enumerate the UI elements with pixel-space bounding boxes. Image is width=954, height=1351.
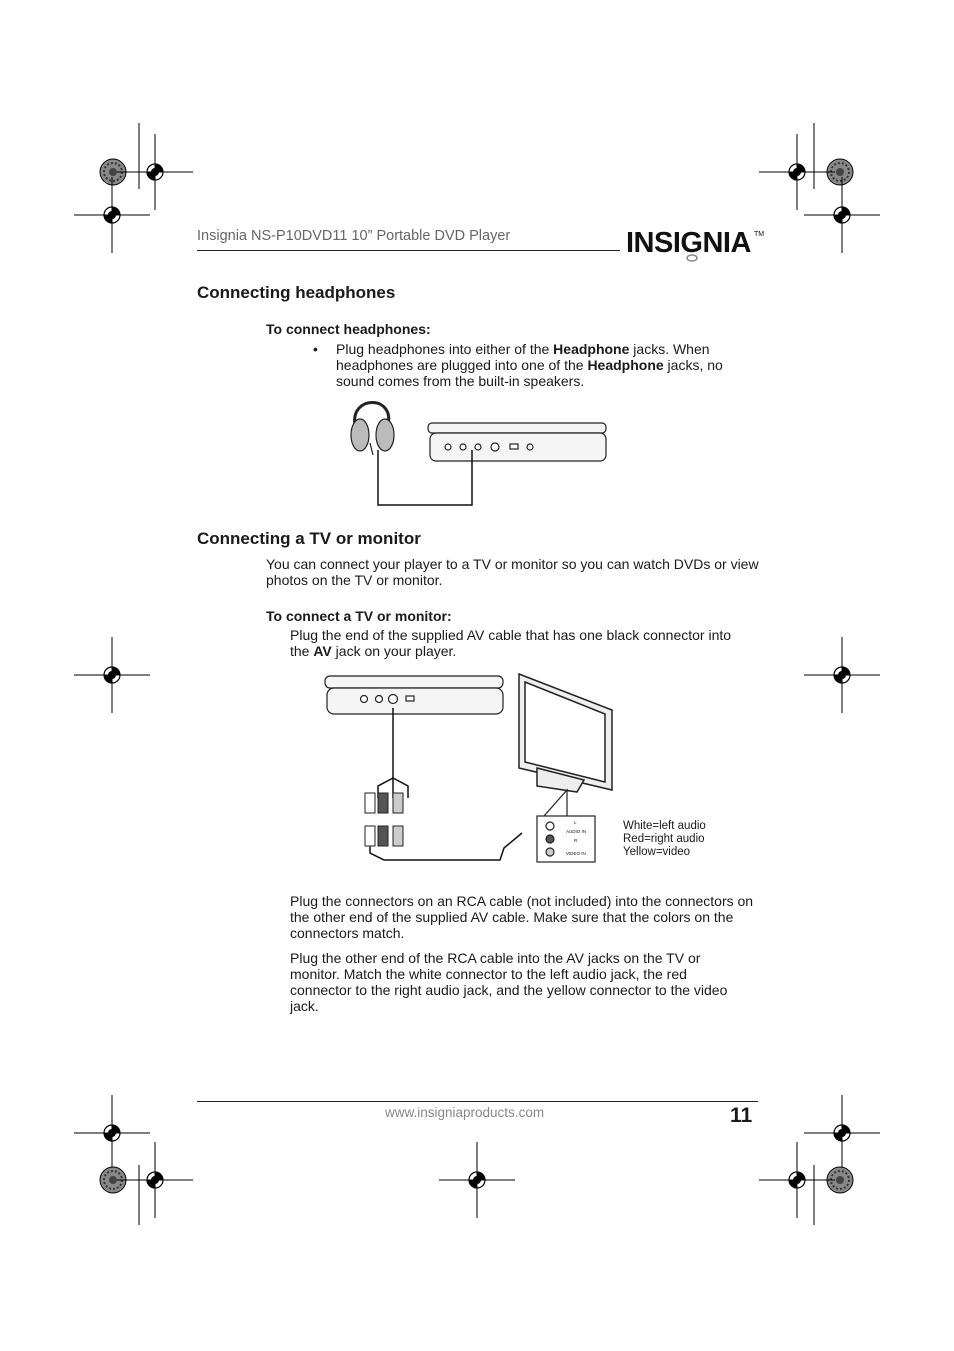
legend-white: White=left audio: [623, 820, 706, 832]
insignia-logo: [626, 222, 765, 262]
legend-red: Red=right audio: [623, 833, 705, 845]
header-rule: [197, 250, 620, 251]
dvd-player-side: [325, 676, 503, 714]
tv-step-3: Plug the other end of the RCA cable into the AV jacks on the TV or monitor. Match the white connector to the left audio jack, the red connector to the right audio jack, and the yellow connector to the video jack.: [290, 950, 728, 1014]
tv-intro: You can connect your player to a TV or monitor so you can watch DVDs or view photos on the TV or monitor.: [266, 556, 759, 588]
footer-rule: [197, 1101, 758, 1102]
page-number: 11: [730, 1104, 753, 1127]
procedure-title-tv: To connect a TV or monitor:: [266, 608, 452, 624]
dvd-player-side: [428, 423, 606, 461]
headphones-step: Plug headphones into either of the Headphone jacks. When headphones are plugged into one of the Headphone jacks, no sound comes from the built-in speakers.: [336, 341, 723, 389]
tv-connection-illustration: [322, 668, 622, 873]
headphones-illustration: [351, 403, 394, 456]
bullet: •: [313, 341, 318, 357]
tv-av-panel: [537, 790, 595, 862]
section-title-headphones: Connecting headphones: [197, 283, 396, 302]
tv-step-1: Plug the end of the supplied AV cable that has one black connector into the AV jack on your player.: [290, 627, 732, 659]
panel-label-video-in: VIDEO IN: [566, 851, 586, 856]
panel-label-r: R: [574, 838, 578, 843]
header-title: Insignia NS-P10DVD11 10” Portable DVD Player: [197, 228, 511, 244]
headphones-connection-illustration: [340, 395, 610, 510]
svg-text:INSIGNIA: INSIGNIA: [626, 227, 751, 259]
tv-step-2: Plug the connectors on an RCA cable (not included) into the connectors on the other end of the supplied AV cable. Make sure that the colors on the connectors match.: [290, 893, 754, 941]
tv-monitor: [519, 674, 612, 792]
footer-url: www.insigniaproducts.com: [385, 1105, 545, 1120]
legend-yellow: Yellow=video: [623, 846, 691, 858]
color-legend: [623, 820, 706, 859]
section-title-tv: Connecting a TV or monitor: [197, 529, 421, 548]
panel-label-l: L: [574, 820, 577, 825]
rca-connectors: [365, 793, 403, 846]
panel-label-audio-in: AUDIO IN: [566, 829, 587, 834]
svg-text:TM: TM: [754, 231, 765, 238]
procedure-title-headphones: To connect headphones:: [266, 321, 431, 337]
